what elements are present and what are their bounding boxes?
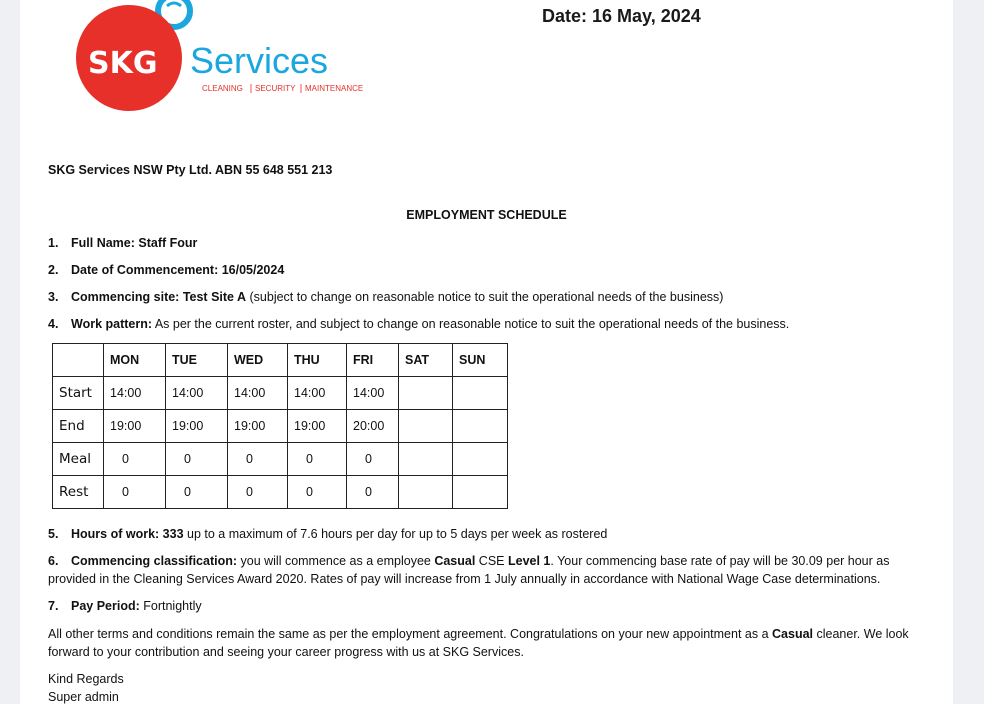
item-number: 5. [48,527,59,541]
roster-cell: 14:00 [347,377,399,410]
item-text: CSE [475,554,508,568]
item-text: Fortnightly [139,599,202,613]
roster-cell: 0 [104,443,166,476]
item-number: 2. [48,263,59,277]
roster-cell [399,377,453,410]
roster-day-header: THU [288,344,347,377]
item-text: As per the current roster, and subject to change on reasonable notice to suit the operational needs of the business. [152,317,790,331]
employment-type: Casual [434,554,476,568]
employment-type: Casual [772,627,814,641]
document-date: Date: 16 May, 2024 [542,6,701,26]
item-label: Commencing classification: [71,554,238,568]
item-full-name [48,234,197,252]
item-text: Full Name: Staff Four [71,236,198,250]
roster-row-meal [53,443,508,476]
roster-cell [453,443,508,476]
roster-cell: 0 [288,443,347,476]
signoff-name: Super admin [48,690,119,704]
classification-level: Level 1 [507,554,551,568]
logo-smile-mark [167,3,181,6]
roster-cell [453,476,508,509]
roster-cell [399,443,453,476]
item-number: 1. [48,236,59,250]
roster-row-label: End [53,410,104,443]
roster-cell: 20:00 [347,410,399,443]
item-text: . Your commencing base rate of pay will be 30.09 per hour as provided in the Cleaning Services Award 2020. Rates of pay will increase from 1 July annually in accordance with National Wage Case determinations. [48,554,890,586]
roster-cell: 0 [166,476,228,509]
roster-cell [453,410,508,443]
logo-tagline-2: SECURITY [255,84,296,93]
item-label: Commencing site: Test Site A [71,290,247,304]
item-text: Date of Commencement: 16/05/2024 [71,263,285,277]
closing-text: All other terms and conditions remain the same as per the employment agreement. Congratulations on your new appointment as a [48,627,773,641]
roster-cell: 0 [347,443,399,476]
item-number: 3. [48,290,59,304]
item-text: up to a maximum of 7.6 hours per day for up to 5 days per week as rostered [183,527,608,541]
roster-day-header: MON [104,344,166,377]
closing-text: cleaner. We look forward to your contribution and seeing your career progress with us at SKG Services. [48,627,909,659]
item-number: 7. [48,599,59,613]
roster-cell: 14:00 [166,377,228,410]
roster-corner-cell [53,344,104,377]
roster-cell: 0 [228,476,288,509]
logo-brand-short: SKG [88,46,158,81]
item-text: you will commence as a employee [237,554,435,568]
roster-cell: 14:00 [288,377,347,410]
roster-row-label: Start [53,377,104,410]
item-label: Pay Period: [71,599,140,613]
roster-day-header: WED [228,344,288,377]
item-commencement-date [48,261,284,279]
item-number: 4. [48,317,59,331]
roster-day-header: SUN [453,344,508,377]
item-number: 6. [48,554,59,568]
closing-paragraph [48,625,933,661]
roster-cell: 19:00 [166,410,228,443]
roster-cell: 0 [228,443,288,476]
schedule-heading: EMPLOYMENT SCHEDULE [406,208,567,222]
roster-day-header: TUE [166,344,228,377]
roster-day-header: FRI [347,344,399,377]
roster-table [52,343,508,509]
roster-cell [399,476,453,509]
item-work-pattern [48,315,789,333]
roster-cell: 19:00 [228,410,288,443]
item-hours-of-work [48,525,607,543]
roster-row-label: Rest [53,476,104,509]
roster-cell: 19:00 [288,410,347,443]
roster-header-row [53,344,508,377]
item-commencing-site [48,288,723,306]
skg-logo [74,0,374,116]
logo-tagline-1: CLEANING [202,84,243,93]
item-commencing-classification [48,552,928,588]
roster-row-label: Meal [53,443,104,476]
document-page [20,0,953,704]
roster-cell: 0 [104,476,166,509]
roster-day-header: SAT [399,344,453,377]
roster-cell: 19:00 [104,410,166,443]
roster-cell: 14:00 [104,377,166,410]
item-text: (subject to change on reasonable notice to suit the operational needs of the business) [246,290,724,304]
item-label: Hours of work: 333 [71,527,184,541]
roster-cell [453,377,508,410]
roster-row-start [53,377,508,410]
roster-row-end [53,410,508,443]
roster-cell: 14:00 [228,377,288,410]
signoff-regards: Kind Regards [48,672,124,686]
roster-row-rest [53,476,508,509]
item-pay-period [48,597,202,615]
roster-cell: 0 [347,476,399,509]
logo-tagline-3: MAINTENANCE [305,84,364,93]
company-details: SKG Services NSW Pty Ltd. ABN 55 648 551 213 [48,163,333,177]
roster-cell [399,410,453,443]
item-label: Work pattern: [71,317,153,331]
roster-cell: 0 [166,443,228,476]
logo-brand-name: Services [190,40,329,81]
roster-cell: 0 [288,476,347,509]
